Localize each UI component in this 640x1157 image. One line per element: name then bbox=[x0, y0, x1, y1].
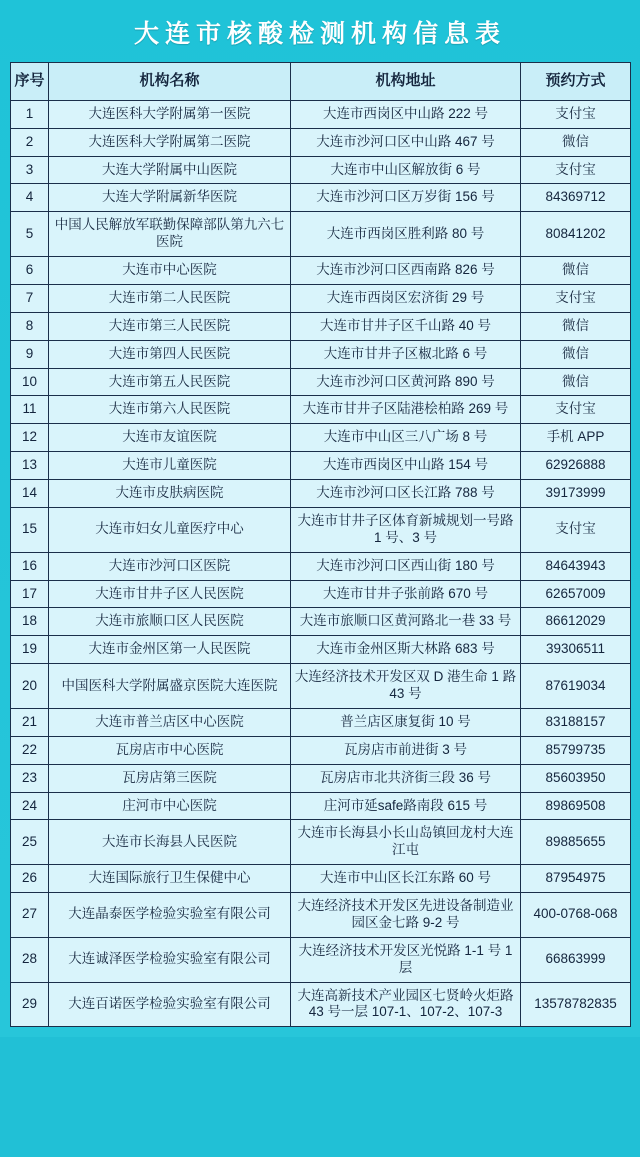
cell-agency-name: 大连市中心医院 bbox=[49, 257, 291, 285]
cell-agency-address: 大连市沙河口区黄河路 890 号 bbox=[291, 368, 521, 396]
cell-agency-address: 普兰店区康复街 10 号 bbox=[291, 708, 521, 736]
cell-booking-method: 85603950 bbox=[521, 764, 631, 792]
cell-agency-name: 大连市第二人民医院 bbox=[49, 284, 291, 312]
cell-agency-address: 大连市西岗区中山路 222 号 bbox=[291, 100, 521, 128]
cell-agency-address: 大连市西岗区宏济街 29 号 bbox=[291, 284, 521, 312]
cell-index: 21 bbox=[11, 708, 49, 736]
cell-booking-method: 支付宝 bbox=[521, 156, 631, 184]
cell-agency-address: 大连市甘井子区椒北路 6 号 bbox=[291, 340, 521, 368]
cell-booking-method: 62657009 bbox=[521, 580, 631, 608]
table-row bbox=[11, 708, 631, 736]
cell-agency-name: 大连市第四人民医院 bbox=[49, 340, 291, 368]
column-header-address: 机构地址 bbox=[291, 63, 521, 101]
cell-agency-name: 瓦房店市中心医院 bbox=[49, 736, 291, 764]
cell-index: 13 bbox=[11, 452, 49, 480]
cell-booking-method: 微信 bbox=[521, 128, 631, 156]
table-row bbox=[11, 312, 631, 340]
cell-agency-address: 大连市旅顺口区黄河路北一巷 33 号 bbox=[291, 608, 521, 636]
cell-agency-name: 大连市妇女儿童医疗中心 bbox=[49, 507, 291, 552]
cell-index: 6 bbox=[11, 257, 49, 285]
cell-agency-name: 大连医科大学附属第二医院 bbox=[49, 128, 291, 156]
cell-agency-address: 大连市中山区解放街 6 号 bbox=[291, 156, 521, 184]
cell-agency-address: 大连经济技术开发区先进设备制造业园区金七路 9-2 号 bbox=[291, 893, 521, 938]
cell-agency-name: 大连市第三人民医院 bbox=[49, 312, 291, 340]
cell-agency-address: 瓦房店市北共济街三段 36 号 bbox=[291, 764, 521, 792]
cell-booking-method: 微信 bbox=[521, 368, 631, 396]
cell-booking-method: 86612029 bbox=[521, 608, 631, 636]
cell-index: 4 bbox=[11, 184, 49, 212]
cell-booking-method: 13578782835 bbox=[521, 982, 631, 1027]
cell-agency-address: 大连市甘井子区千山路 40 号 bbox=[291, 312, 521, 340]
cell-booking-method: 39173999 bbox=[521, 480, 631, 508]
cell-agency-address: 大连市中山区长江东路 60 号 bbox=[291, 865, 521, 893]
table-row bbox=[11, 893, 631, 938]
cell-booking-method: 支付宝 bbox=[521, 284, 631, 312]
cell-agency-address: 大连市沙河口区长江路 788 号 bbox=[291, 480, 521, 508]
table-row bbox=[11, 340, 631, 368]
cell-agency-name: 中国医科大学附属盛京医院大连医院 bbox=[49, 664, 291, 709]
cell-agency-name: 瓦房店第三医院 bbox=[49, 764, 291, 792]
cell-index: 15 bbox=[11, 507, 49, 552]
cell-index: 10 bbox=[11, 368, 49, 396]
cell-agency-name: 大连市儿童医院 bbox=[49, 452, 291, 480]
cell-agency-address: 大连市西岗区中山路 154 号 bbox=[291, 452, 521, 480]
table-row bbox=[11, 452, 631, 480]
cell-index: 28 bbox=[11, 937, 49, 982]
table-header bbox=[11, 63, 631, 101]
cell-agency-address: 大连市中山区三八广场 8 号 bbox=[291, 424, 521, 452]
cell-booking-method: 89885655 bbox=[521, 820, 631, 865]
cell-booking-method: 87619034 bbox=[521, 664, 631, 709]
table-row bbox=[11, 257, 631, 285]
cell-agency-address: 大连市沙河口区万岁街 156 号 bbox=[291, 184, 521, 212]
cell-agency-name: 大连市第六人民医院 bbox=[49, 396, 291, 424]
column-header-name: 机构名称 bbox=[49, 63, 291, 101]
table-row bbox=[11, 580, 631, 608]
cell-index: 29 bbox=[11, 982, 49, 1027]
page-title: 大连市核酸检测机构信息表 bbox=[133, 20, 506, 48]
cell-booking-method: 84643943 bbox=[521, 552, 631, 580]
cell-agency-name: 大连诚泽医学检验实验室有限公司 bbox=[49, 937, 291, 982]
cell-agency-address: 庄河市延safe路南段 615 号 bbox=[291, 792, 521, 820]
cell-agency-address: 瓦房店市前进街 3 号 bbox=[291, 736, 521, 764]
cell-booking-method: 39306511 bbox=[521, 636, 631, 664]
cell-index: 23 bbox=[11, 764, 49, 792]
table-row bbox=[11, 608, 631, 636]
cell-agency-name: 大连市友谊医院 bbox=[49, 424, 291, 452]
cell-agency-address: 大连市甘井子区陆港桧柏路 269 号 bbox=[291, 396, 521, 424]
cell-agency-name: 大连市甘井子区人民医院 bbox=[49, 580, 291, 608]
cell-index: 9 bbox=[11, 340, 49, 368]
table-row bbox=[11, 664, 631, 709]
cell-index: 27 bbox=[11, 893, 49, 938]
cell-agency-address: 大连市金州区斯大林路 683 号 bbox=[291, 636, 521, 664]
cell-booking-method: 支付宝 bbox=[521, 100, 631, 128]
table-row bbox=[11, 507, 631, 552]
agency-info-table bbox=[10, 62, 631, 1027]
cell-index: 25 bbox=[11, 820, 49, 865]
cell-booking-method: 66863999 bbox=[521, 937, 631, 982]
table-row bbox=[11, 128, 631, 156]
cell-agency-name: 中国人民解放军联勤保障部队第九六七医院 bbox=[49, 212, 291, 257]
cell-booking-method: 手机 APP bbox=[521, 424, 631, 452]
cell-agency-name: 大连市旅顺口区人民医院 bbox=[49, 608, 291, 636]
cell-index: 7 bbox=[11, 284, 49, 312]
cell-index: 26 bbox=[11, 865, 49, 893]
cell-agency-name: 大连市沙河口区医院 bbox=[49, 552, 291, 580]
table-row bbox=[11, 636, 631, 664]
table-row bbox=[11, 156, 631, 184]
cell-booking-method: 83188157 bbox=[521, 708, 631, 736]
table-row bbox=[11, 764, 631, 792]
cell-agency-address: 大连经济技术开发区双 D 港生命 1 路 43 号 bbox=[291, 664, 521, 709]
cell-booking-method: 87954975 bbox=[521, 865, 631, 893]
table-row bbox=[11, 396, 631, 424]
cell-agency-name: 大连大学附属新华医院 bbox=[49, 184, 291, 212]
table-row bbox=[11, 184, 631, 212]
cell-index: 18 bbox=[11, 608, 49, 636]
cell-booking-method: 支付宝 bbox=[521, 396, 631, 424]
cell-booking-method: 支付宝 bbox=[521, 507, 631, 552]
table-row bbox=[11, 368, 631, 396]
cell-agency-name: 大连市皮肤病医院 bbox=[49, 480, 291, 508]
cell-booking-method: 微信 bbox=[521, 257, 631, 285]
cell-agency-name: 大连市金州区第一人民医院 bbox=[49, 636, 291, 664]
table-row bbox=[11, 865, 631, 893]
cell-index: 12 bbox=[11, 424, 49, 452]
cell-index: 22 bbox=[11, 736, 49, 764]
table-row bbox=[11, 284, 631, 312]
cell-index: 17 bbox=[11, 580, 49, 608]
cell-agency-address: 大连市甘井子张前路 670 号 bbox=[291, 580, 521, 608]
cell-index: 24 bbox=[11, 792, 49, 820]
cell-agency-name: 大连医科大学附属第一医院 bbox=[49, 100, 291, 128]
cell-index: 3 bbox=[11, 156, 49, 184]
cell-booking-method: 62926888 bbox=[521, 452, 631, 480]
cell-index: 5 bbox=[11, 212, 49, 257]
table-row bbox=[11, 982, 631, 1027]
cell-agency-name: 大连市普兰店区中心医院 bbox=[49, 708, 291, 736]
cell-agency-name: 庄河市中心医院 bbox=[49, 792, 291, 820]
cell-agency-name: 大连市长海县人民医院 bbox=[49, 820, 291, 865]
cell-booking-method: 84369712 bbox=[521, 184, 631, 212]
table-row bbox=[11, 552, 631, 580]
cell-index: 20 bbox=[11, 664, 49, 709]
table-row bbox=[11, 424, 631, 452]
table-row bbox=[11, 937, 631, 982]
cell-agency-name: 大连国际旅行卫生保健中心 bbox=[49, 865, 291, 893]
cell-agency-name: 大连大学附属中山医院 bbox=[49, 156, 291, 184]
cell-index: 8 bbox=[11, 312, 49, 340]
column-header-index: 序号 bbox=[11, 63, 49, 101]
cell-booking-method: 89869508 bbox=[521, 792, 631, 820]
cell-agency-address: 大连市沙河口区西南路 826 号 bbox=[291, 257, 521, 285]
cell-agency-address: 大连经济技术开发区光悦路 1-1 号 1 层 bbox=[291, 937, 521, 982]
cell-agency-address: 大连市沙河口区中山路 467 号 bbox=[291, 128, 521, 156]
table-row bbox=[11, 212, 631, 257]
cell-index: 19 bbox=[11, 636, 49, 664]
table-header-row bbox=[11, 63, 631, 101]
cell-booking-method: 微信 bbox=[521, 340, 631, 368]
cell-booking-method: 80841202 bbox=[521, 212, 631, 257]
table-row bbox=[11, 792, 631, 820]
cell-booking-method: 400-0768-068 bbox=[521, 893, 631, 938]
column-header-booking: 预约方式 bbox=[521, 63, 631, 101]
table-row bbox=[11, 736, 631, 764]
cell-agency-address: 大连市沙河口区西山街 180 号 bbox=[291, 552, 521, 580]
table-body bbox=[11, 100, 631, 1027]
cell-index: 1 bbox=[11, 100, 49, 128]
cell-index: 2 bbox=[11, 128, 49, 156]
cell-index: 14 bbox=[11, 480, 49, 508]
cell-agency-address: 大连市甘井子区体育新城规划一号路 1 号、3 号 bbox=[291, 507, 521, 552]
cell-agency-name: 大连百诺医学检验实验室有限公司 bbox=[49, 982, 291, 1027]
table-row bbox=[11, 820, 631, 865]
cell-agency-name: 大连晶泰医学检验实验室有限公司 bbox=[49, 893, 291, 938]
cell-booking-method: 85799735 bbox=[521, 736, 631, 764]
cell-agency-address: 大连市西岗区胜利路 80 号 bbox=[291, 212, 521, 257]
cell-index: 16 bbox=[11, 552, 49, 580]
cell-agency-address: 大连市长海县小长山岛镇回龙村大连江屯 bbox=[291, 820, 521, 865]
cell-agency-address: 大连高新技术产业园区七贤岭火炬路 43 号一层 107-1、107-2、107-3 bbox=[291, 982, 521, 1027]
table-row bbox=[11, 100, 631, 128]
cell-index: 11 bbox=[11, 396, 49, 424]
cell-booking-method: 微信 bbox=[521, 312, 631, 340]
cell-agency-name: 大连市第五人民医院 bbox=[49, 368, 291, 396]
table-row bbox=[11, 480, 631, 508]
